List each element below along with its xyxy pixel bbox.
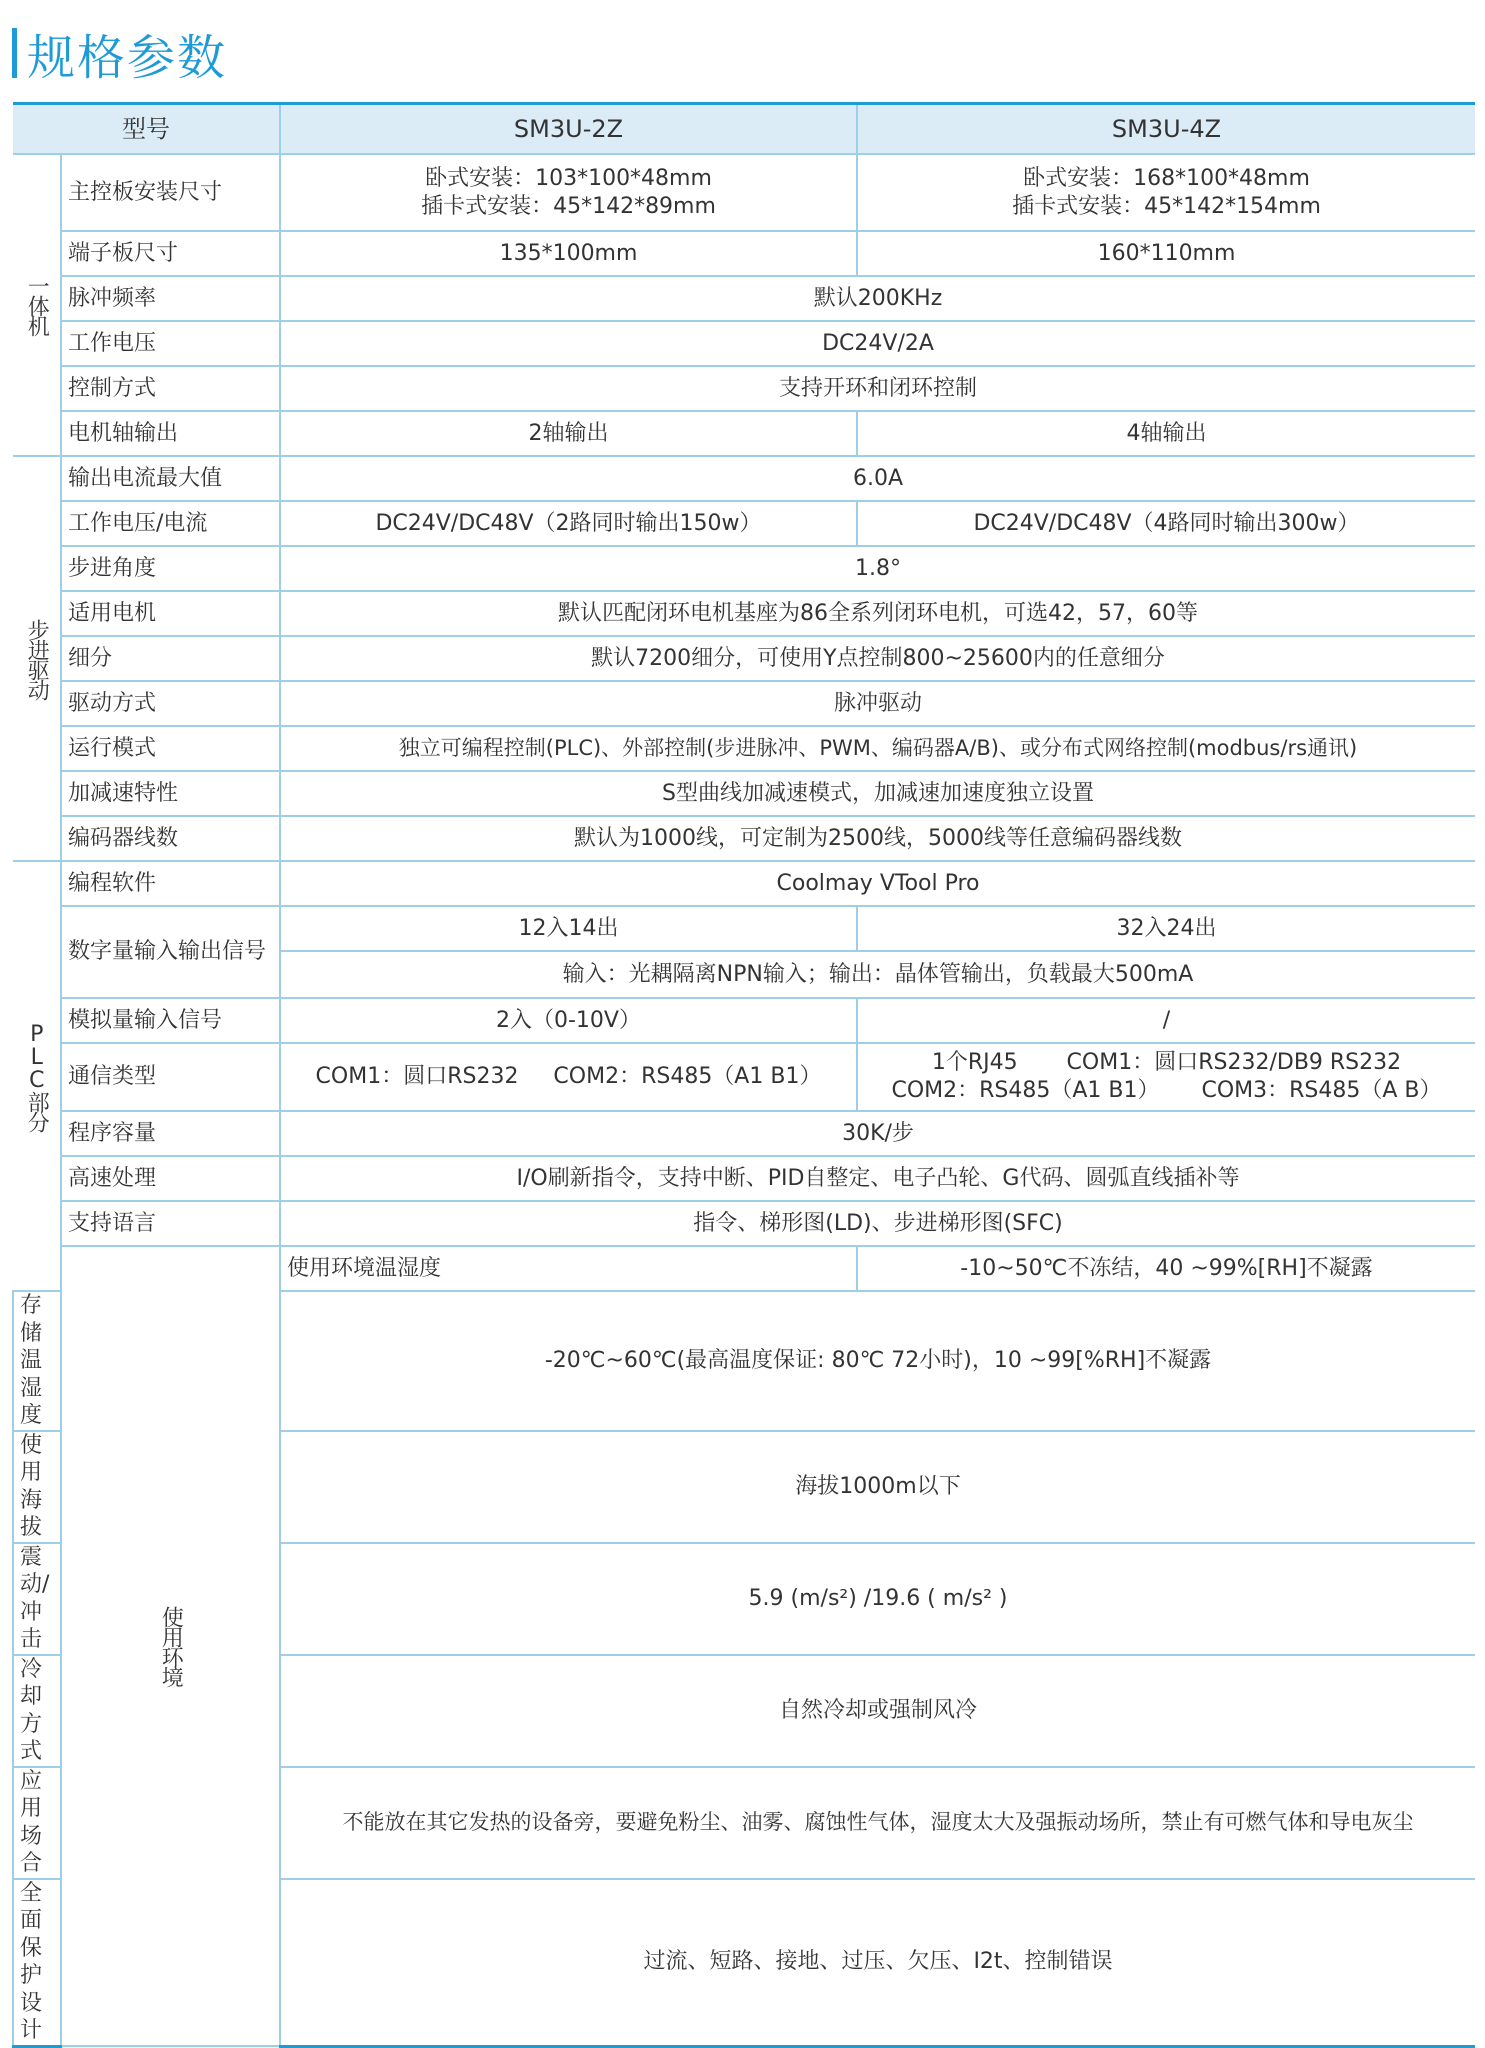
table-row [13, 1156, 1475, 1201]
row-label: 运行模式 [61, 726, 280, 771]
row-value: 自然冷却或强制风冷 [280, 1655, 1475, 1767]
row-value: 6.0A [280, 456, 1475, 501]
row-label: 加减速特性 [61, 771, 280, 816]
row-value: DC24V/DC48V（4路同时输出300w） [857, 501, 1475, 546]
header-model-2z: SM3U-2Z [280, 104, 857, 155]
table-row [13, 154, 1475, 231]
value-line: 卧式安装：168*100*48mm [1023, 165, 1310, 191]
table-row [13, 501, 1475, 546]
row-label: 主控板安装尺寸 [61, 154, 280, 231]
row-value: 5.9 (m/s²) /19.6 ( m/s² ) [280, 1543, 1475, 1655]
table-row [13, 861, 1475, 906]
table-row [13, 681, 1475, 726]
table-row [13, 998, 1475, 1043]
table-row [13, 231, 1475, 276]
table-row [13, 411, 1475, 456]
row-label: 控制方式 [61, 366, 280, 411]
row-label: 全面保护设计 [13, 1879, 61, 2047]
section-label-all-in-one: 一体机 [13, 154, 61, 456]
section-label-stepper-drive: 步进驱动 [13, 456, 61, 861]
row-label: 使用环境温湿度 [280, 1246, 857, 1291]
row-label: 数字量输入输出信号 [61, 906, 280, 998]
row-value: / [857, 998, 1475, 1043]
row-label: 适用电机 [61, 591, 280, 636]
table-row [13, 771, 1475, 816]
page-title: 规格参数 [27, 29, 228, 86]
row-value: Coolmay VTool Pro [280, 861, 1475, 906]
table-row [13, 636, 1475, 681]
row-label: 通信类型 [61, 1043, 280, 1111]
table-row [13, 726, 1475, 771]
table-row [13, 816, 1475, 861]
row-label: 脉冲频率 [61, 276, 280, 321]
row-label: 工作电压 [61, 321, 280, 366]
row-label: 程序容量 [61, 1111, 280, 1156]
section-heading [12, 22, 227, 84]
row-value [280, 154, 857, 231]
row-label: 冷却方式 [13, 1655, 61, 1767]
section-label-plc: PLC部分 [13, 861, 61, 1291]
header-model-label: 型号 [13, 104, 280, 155]
row-label: 编程软件 [61, 861, 280, 906]
value-line: 插卡式安装：45*142*154mm [1012, 193, 1321, 219]
row-value: 2轴输出 [280, 411, 857, 456]
row-label: 震动/冲击 [13, 1543, 61, 1655]
table-row [13, 1201, 1475, 1246]
row-value: 默认匹配闭环电机基座为86全系列闭环电机，可选42，57，60等 [280, 591, 1475, 636]
row-value: 135*100mm [280, 231, 857, 276]
value-line: 1个RJ45 COM1：圆口RS232/DB9 RS232 [931, 1050, 1402, 1075]
value-line: COM2：RS485（A1 B1） COM3：RS485（A B） [891, 1078, 1442, 1103]
table-row [13, 546, 1475, 591]
row-value: I/O刷新指令，支持中断、PID自整定、电子凸轮、G代码、圆弧直线插补等 [280, 1156, 1475, 1201]
row-value: 32入24出 [857, 906, 1475, 951]
row-value: 30K/步 [280, 1111, 1475, 1156]
header-model-4z: SM3U-4Z [857, 104, 1475, 155]
row-label: 细分 [61, 636, 280, 681]
row-label: 驱动方式 [61, 681, 280, 726]
row-label: 工作电压/电流 [61, 501, 280, 546]
table-row [13, 321, 1475, 366]
row-value: 160*110mm [857, 231, 1475, 276]
table-row [13, 1111, 1475, 1156]
row-value: 脉冲驱动 [280, 681, 1475, 726]
table-row [13, 456, 1475, 501]
row-value [857, 154, 1475, 231]
section-label-environment: 使用环境 [61, 1246, 280, 2046]
row-value: COM1：圆口RS232 COM2：RS485（A1 B1） [280, 1043, 857, 1111]
row-value: -10~50℃不冻结，40 ~99%[RH]不凝露 [857, 1246, 1475, 1291]
row-value: 默认200KHz [280, 276, 1475, 321]
table-row [13, 276, 1475, 321]
row-value: 指令、梯形图(LD)、步进梯形图(SFC) [280, 1201, 1475, 1246]
row-value: 4轴输出 [857, 411, 1475, 456]
row-value: 支持开环和闭环控制 [280, 366, 1475, 411]
table-header-row [13, 104, 1475, 155]
value-line: 插卡式安装：45*142*89mm [421, 193, 716, 219]
heading-accent-bar [12, 28, 17, 78]
row-value: 海拔1000m以下 [280, 1431, 1475, 1543]
row-label: 应用场合 [13, 1767, 61, 1879]
row-label: 输出电流最大值 [61, 456, 280, 501]
table-row [13, 906, 1475, 951]
row-label: 模拟量输入信号 [61, 998, 280, 1043]
row-value: 2入（0-10V） [280, 998, 857, 1043]
table-row [13, 366, 1475, 411]
row-value: DC24V/DC48V（2路同时输出150w） [280, 501, 857, 546]
row-value: 过流、短路、接地、过压、欠压、I2t、控制错误 [280, 1879, 1475, 2047]
row-label: 步进角度 [61, 546, 280, 591]
table-row [13, 591, 1475, 636]
row-value: 1.8° [280, 546, 1475, 591]
value-line: 卧式安装：103*100*48mm [425, 165, 712, 191]
row-label: 端子板尺寸 [61, 231, 280, 276]
row-value: 默认为1000线，可定制为2500线，5000线等任意编码器线数 [280, 816, 1475, 861]
row-label: 支持语言 [61, 1201, 280, 1246]
row-value: 12入14出 [280, 906, 857, 951]
table-row [13, 1043, 1475, 1111]
row-value: -20℃~60℃(最高温度保证: 80℃ 72小时)，10 ~99[%RH]不凝露 [280, 1291, 1475, 1431]
row-label: 电机轴输出 [61, 411, 280, 456]
spec-table [12, 102, 1475, 2048]
table-row [13, 1246, 1475, 1291]
row-value: 输入：光耦隔离NPN输入；输出：晶体管输出，负载最大500mA [280, 951, 1475, 998]
row-value [857, 1043, 1475, 1111]
row-value: 独立可编程控制(PLC)、外部控制(步进脉冲、PWM、编码器A/B)、或分布式网络控制(modbus/rs通讯) [280, 726, 1475, 771]
row-label: 存储温湿度 [13, 1291, 61, 1431]
row-value: S型曲线加减速模式，加减速加速度独立设置 [280, 771, 1475, 816]
row-label: 使用海拔 [13, 1431, 61, 1543]
row-label: 高速处理 [61, 1156, 280, 1201]
row-label: 编码器线数 [61, 816, 280, 861]
row-value: DC24V/2A [280, 321, 1475, 366]
row-value: 默认7200细分，可使用Y点控制800~25600内的任意细分 [280, 636, 1475, 681]
row-value: 不能放在其它发热的设备旁，要避免粉尘、油雾、腐蚀性气体，湿度太大及强振动场所，禁止有可燃气体和导电灰尘 [280, 1767, 1475, 1879]
